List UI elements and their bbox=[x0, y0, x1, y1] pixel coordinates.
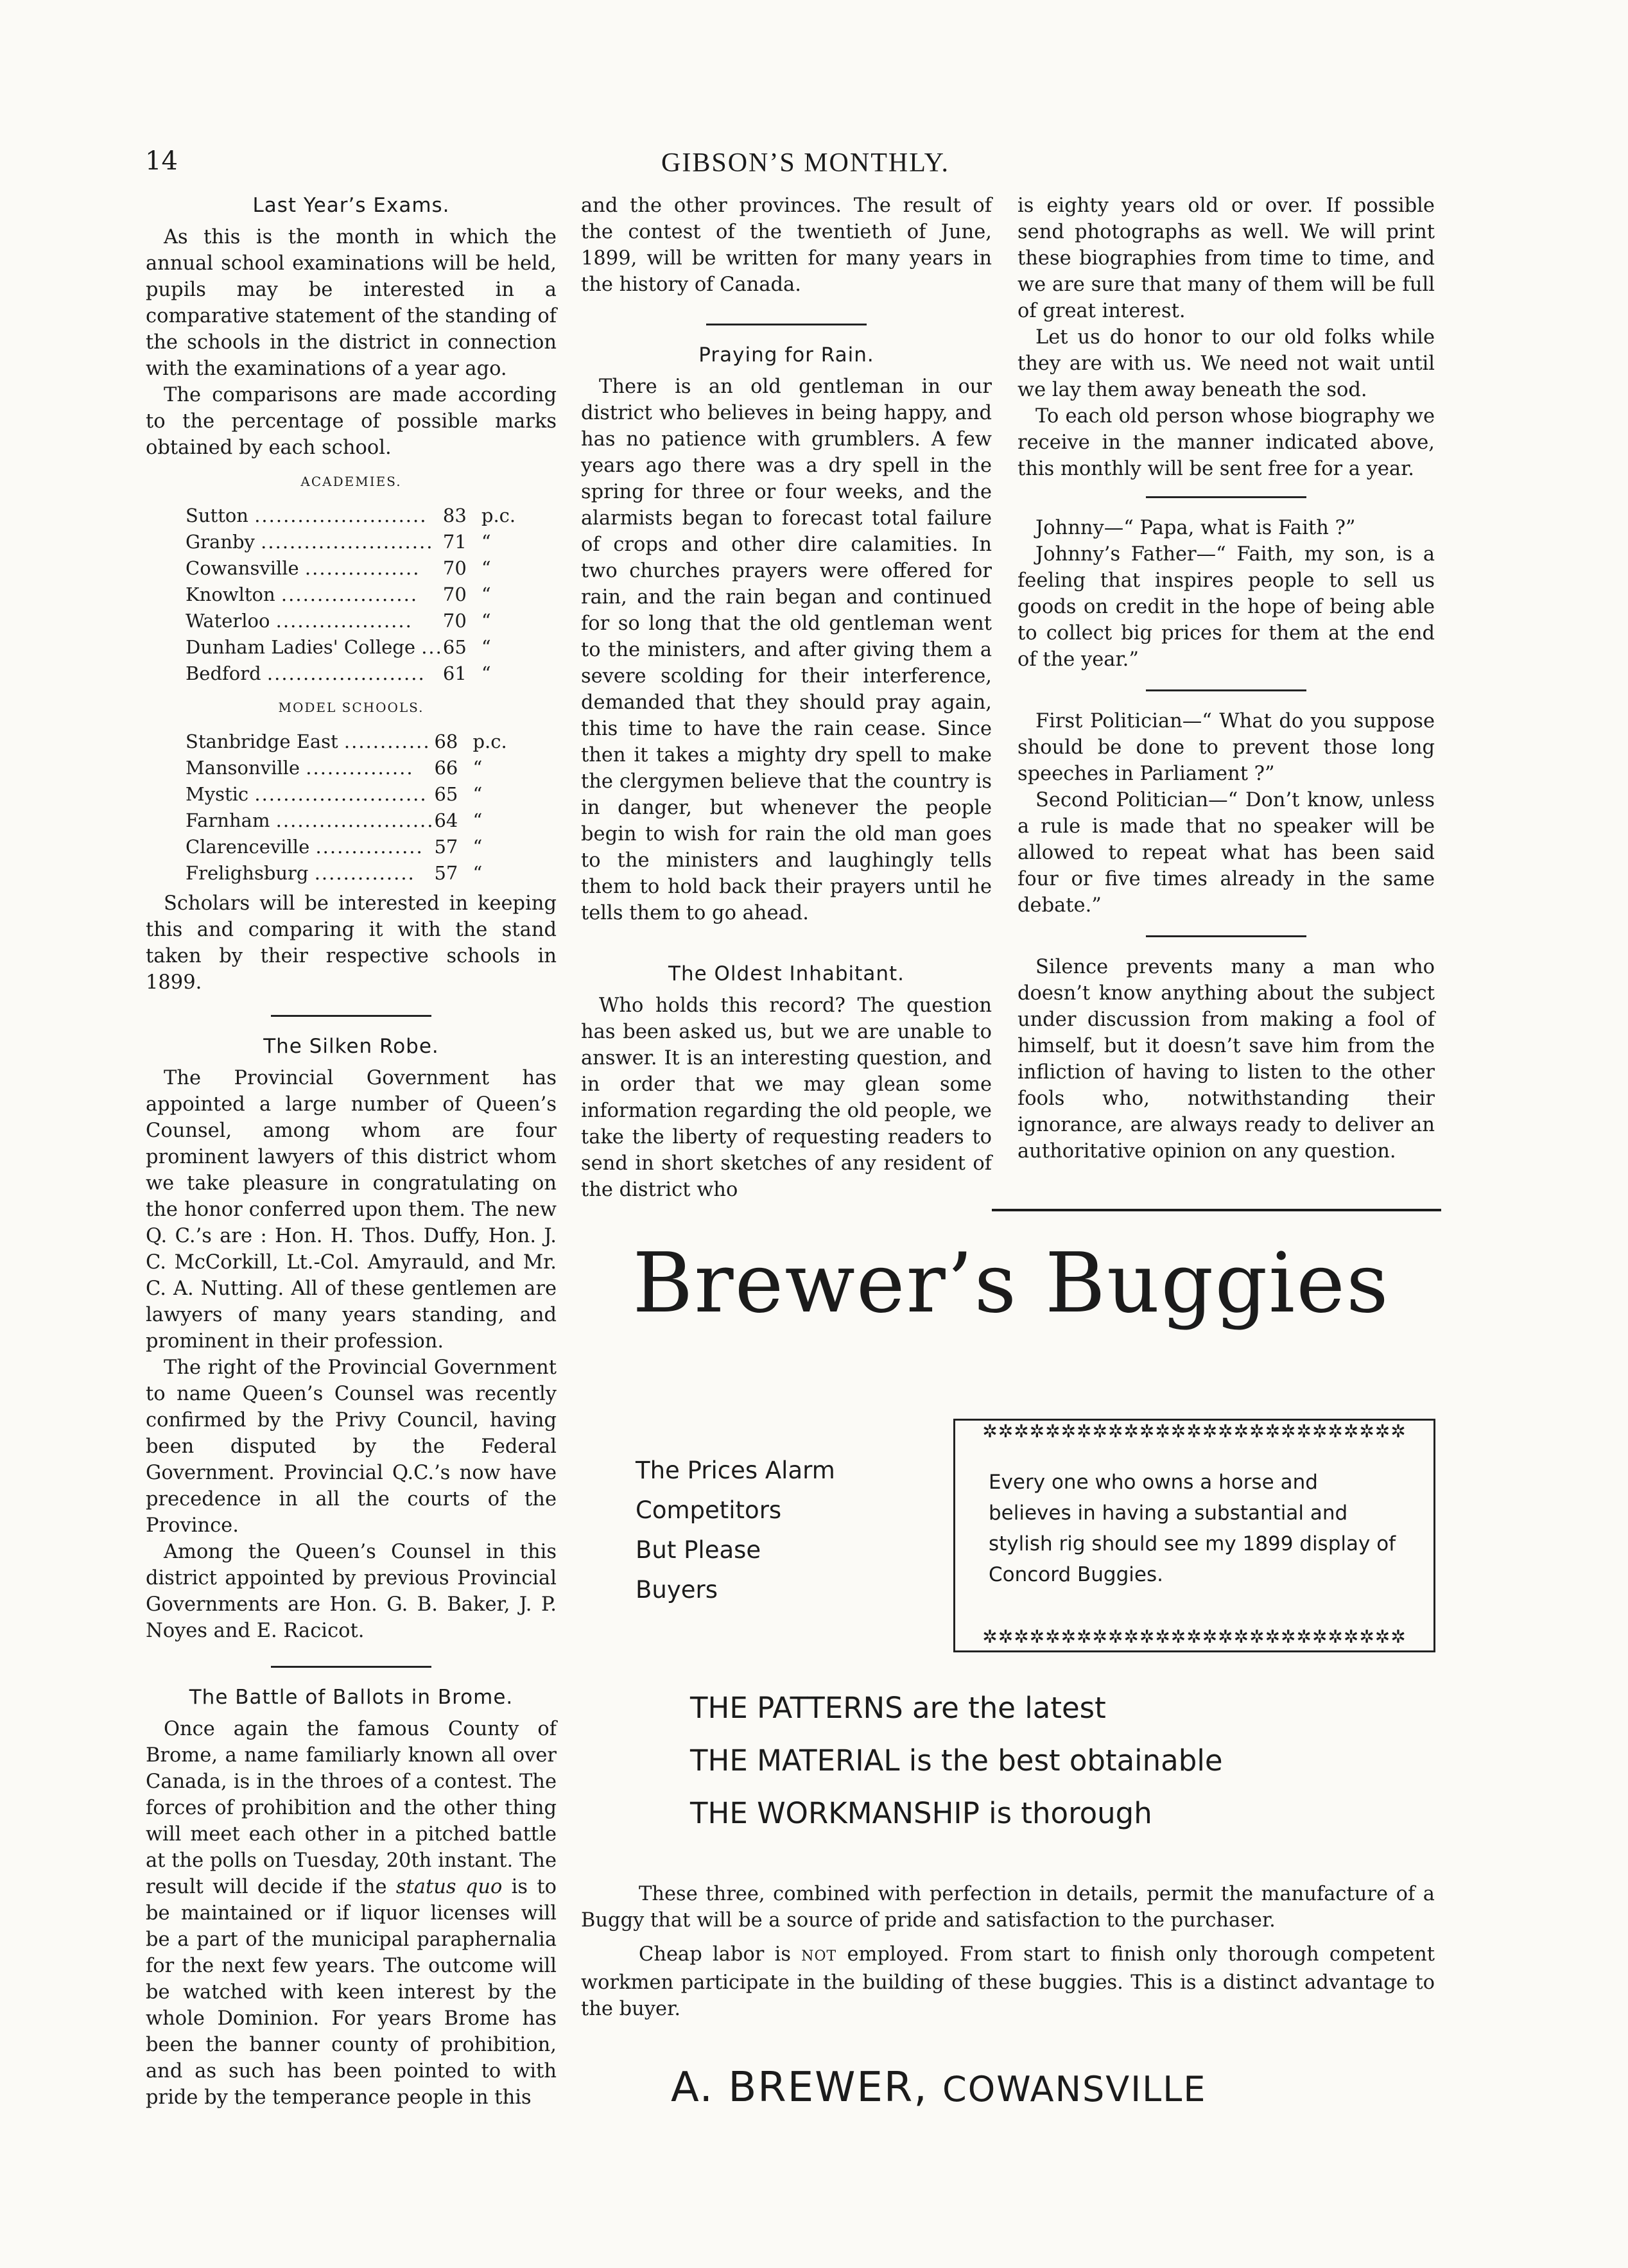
percentage-value: 66 bbox=[434, 757, 458, 779]
school-name bbox=[186, 503, 443, 529]
dot-leader: ...................... bbox=[275, 809, 435, 831]
school-name bbox=[186, 555, 443, 582]
advert-body-paragraph-2 bbox=[581, 1941, 1435, 2022]
school-name bbox=[186, 608, 443, 634]
col3-paragraph-2: Let us do honor to our old folks while they are with us. We need not wait until we lay them away beneath the sod. bbox=[1018, 326, 1435, 401]
percentage-unit: “ bbox=[481, 610, 491, 632]
percentage-value: 57 bbox=[434, 836, 458, 858]
silken-paragraph-3: Among the Queen’s Counsel in this district appointed by previous Provincial Governments are Hon. G. B. Baker, J. P. Noyes and E. Racicot. bbox=[146, 1541, 557, 1642]
exams-paragraph-1: As this is the month in which the annual school examinations will be held, pupils may be interested in a comparative statement of the standing of the schools in the district in connection with the examinations of a year ago. bbox=[146, 226, 557, 380]
percentage-value: 70 bbox=[442, 557, 467, 579]
feature-line: THE WORKMANSHIP is thorough bbox=[690, 1796, 1152, 1830]
feature-line: THE PATTERNS are the latest bbox=[690, 1691, 1106, 1725]
advert-body-emphasis: NOT bbox=[801, 1948, 837, 1964]
oldest-paragraph-1: Who holds this record? The question has been asked us, but we are unable to answer. It is an interesting question, and in order that we may glean some information regarding the old people, we take the liberty of requesting readers to send in short sketches of any resident of the district who bbox=[581, 994, 992, 1201]
dot-leader: ............... bbox=[306, 757, 414, 779]
school-name bbox=[186, 729, 434, 755]
percentage-value: 61 bbox=[442, 662, 467, 684]
academies-heading: ACADEMIES. bbox=[300, 474, 402, 489]
feature-line: THE MATERIAL is the best obtainable bbox=[690, 1744, 1223, 1778]
dot-leader: ...................... bbox=[266, 662, 426, 684]
slogan-line: The Prices Alarm bbox=[636, 1457, 835, 1484]
school-name-text: Dunham Ladies' College bbox=[186, 636, 415, 658]
advert-box bbox=[953, 1419, 1435, 1652]
page-number: 14 bbox=[145, 146, 178, 176]
battle-text-italic: status quo bbox=[395, 1876, 503, 1898]
silence-paragraph: Silence prevents many a man who doesn’t know anything about the subject under discussion from making a fool of himself, but it doesn’t save him from the infliction of having to listen to the other fools who, notwithstanding their ignorance, are always ready to deliver an authoritative opinion on any question. bbox=[1018, 956, 1435, 1163]
table-row bbox=[186, 608, 539, 634]
dot-leader: ............ bbox=[343, 731, 431, 752]
school-name-text: Stanbridge East bbox=[186, 731, 338, 752]
dot-leader: ................... bbox=[275, 610, 413, 632]
section-divider bbox=[271, 1666, 431, 1668]
percentage-unit: “ bbox=[472, 757, 483, 779]
section-divider bbox=[1146, 689, 1306, 691]
exams-paragraph-3: Scholars will be interested in keeping this and comparing it with the stand taken by their respective schools in 1899. bbox=[146, 892, 557, 994]
table-row bbox=[186, 555, 539, 582]
table-row bbox=[186, 755, 530, 781]
slogan-line: Buyers bbox=[636, 1576, 718, 1604]
school-name-text: Cowansville bbox=[186, 557, 299, 579]
joke1-answer: Johnny’s Father—“ Faith, my son, is a feeling that inspires people to sell us goods on credit in the hope of being able to collect big prices for them at the end of the year.” bbox=[1018, 543, 1435, 671]
column-1 bbox=[146, 193, 557, 2111]
ornament-border-top: ✲✲✲✲✲✲✲✲✲✲✲✲✲✲✲✲✲✲✲✲✲✲✲✲✲✲✲ bbox=[982, 1421, 1407, 1442]
school-name bbox=[186, 634, 443, 661]
school-name bbox=[186, 661, 443, 687]
school-name-text: Clarenceville bbox=[186, 836, 310, 858]
joke2-answer: Second Politician—“ Don’t know, unless a rule is made that no speaker will be allowed to repeat what has been said four or five times already in the same debate.” bbox=[1018, 789, 1435, 917]
dot-leader: ............... bbox=[315, 836, 424, 858]
slogan-line: Competitors bbox=[636, 1496, 782, 1524]
school-name-text: Sutton bbox=[186, 505, 248, 526]
running-head: GIBSON’S MONTHLY. bbox=[661, 148, 950, 178]
column-2 bbox=[581, 193, 992, 1203]
percentage-value: 71 bbox=[442, 531, 467, 553]
col3-paragraph-3: To each old person whose biography we receive in the manner indicated above, this monthly will be sent free for a year. bbox=[1018, 405, 1435, 480]
advertiser-place: COWANSVILLE bbox=[942, 2069, 1207, 2109]
battle-text-a: Once again the famous County of Brome, a name familiarly known all over Canada, is in the throes of a contest. The forces of prohibition and the other thing will meet each other in a pitched battle at the polls on Tuesday, 20th instant. The result will decide if the bbox=[146, 1718, 557, 1898]
percentage-unit: “ bbox=[481, 662, 491, 684]
percentage-unit: “ bbox=[481, 531, 491, 553]
slogan-line: But Please bbox=[636, 1536, 761, 1564]
percentage-value: 65 bbox=[442, 636, 467, 658]
table-row bbox=[186, 834, 530, 860]
school-name bbox=[186, 529, 443, 555]
school-name bbox=[186, 834, 434, 860]
percentage-unit: “ bbox=[481, 636, 491, 658]
table-row bbox=[186, 503, 539, 529]
school-name bbox=[186, 755, 434, 781]
school-name-text: Bedford bbox=[186, 662, 261, 684]
section-divider bbox=[271, 1015, 431, 1017]
percentage-value: 64 bbox=[434, 809, 458, 831]
percentage-unit: p.c. bbox=[481, 505, 516, 526]
dot-leader: ........................ bbox=[254, 783, 428, 805]
dot-leader: ... bbox=[421, 636, 443, 658]
percentage-value: 83 bbox=[442, 505, 467, 526]
school-name-text: Farnham bbox=[186, 809, 270, 831]
battle-paragraph-1 bbox=[146, 1716, 557, 2111]
model-schools-heading: MODEL SCHOOLS. bbox=[278, 700, 424, 715]
school-name-text: Waterloo bbox=[186, 610, 270, 632]
school-name-text: Knowlton bbox=[186, 584, 275, 605]
model-schools-table bbox=[186, 729, 530, 887]
advert-body-paragraph-1: These three, combined with perfection in details, permit the manufacture of a Buggy that will be a source of pride and satisfaction to the purchaser. bbox=[581, 1883, 1435, 1932]
table-row bbox=[186, 860, 530, 887]
section-divider bbox=[1146, 496, 1306, 498]
percentage-unit: “ bbox=[472, 836, 483, 858]
table-row bbox=[186, 634, 539, 661]
advert-features bbox=[690, 1682, 1223, 1840]
advert-title: Brewer’s Buggies bbox=[632, 1236, 1390, 1331]
percentage-unit: “ bbox=[481, 584, 491, 605]
percentage-unit: “ bbox=[481, 557, 491, 579]
school-name-text: Mystic bbox=[186, 783, 249, 805]
school-name-text: Granby bbox=[186, 531, 255, 553]
academies-table bbox=[186, 503, 539, 687]
advert-slogan bbox=[636, 1451, 835, 1610]
table-row bbox=[186, 582, 539, 608]
joke1-question: Johnny—“ Papa, what is Faith ?” bbox=[1035, 517, 1356, 539]
joke2-question: First Politician—“ What do you suppose should be done to prevent those long speeches in Parliament ?” bbox=[1018, 710, 1435, 785]
spacer bbox=[581, 926, 992, 961]
percentage-value: 70 bbox=[442, 584, 467, 605]
school-name-text: Frelighsburg bbox=[186, 862, 309, 884]
table-row bbox=[186, 529, 539, 555]
col2-continuation: and the other provinces. The result of the contest of the twentieth of June, 1899, will be written for many years in the history of Canada. bbox=[581, 195, 992, 296]
percentage-value: 65 bbox=[434, 783, 458, 805]
dot-leader: ................... bbox=[281, 584, 419, 605]
table-row bbox=[186, 781, 530, 808]
school-name bbox=[186, 781, 434, 808]
advert-body-text-b: employed. From start to finish only thorough competent workmen participate in the building of these buggies. This is a distinct advantage to the buyer. bbox=[581, 1943, 1435, 2020]
battle-text-b: is to be maintained or if liquor licenses will be a part of the municipal paraphernalia for the next few years. The outcome will be watched with keen interest by the whole Dominion. For years Brome has been the banner county of prohibition, and as such has been pointed to with pride by the temperance people in this bbox=[146, 1876, 557, 2109]
school-name bbox=[186, 582, 443, 608]
percentage-value: 68 bbox=[434, 731, 458, 752]
advert-box-text: Every one who owns a horse and believes in having a substantial and stylish rig should see my 1899 display of Concord Buggies. bbox=[989, 1471, 1396, 1586]
school-name bbox=[186, 860, 434, 887]
silken-paragraph-1: The Provincial Government has appointed a large number of Queen’s Counsel, among whom are four prominent lawyers of this district whom we take pleasure in congratulating on the honor conferred upon them. The new Q. C.’s are : Hon. H. Thos. Duffy, Hon. J. C. McCorkill, Lt.-Col. Amyrauld, and Mr. C. A. Nutting. All of these gentlemen are lawyers of many years standing, and prominent in their profession. bbox=[146, 1067, 557, 1353]
advert-signature bbox=[671, 2064, 1206, 2111]
ornament-border-bottom: ✲✲✲✲✲✲✲✲✲✲✲✲✲✲✲✲✲✲✲✲✲✲✲✲✲✲✲ bbox=[982, 1626, 1407, 1647]
section-divider bbox=[706, 324, 867, 325]
percentage-unit: “ bbox=[472, 862, 483, 884]
table-row bbox=[186, 661, 539, 687]
percentage-unit: “ bbox=[472, 809, 483, 831]
battle-heading: The Battle of Ballots in Brome. bbox=[189, 1686, 514, 1709]
rain-heading: Praying for Rain. bbox=[698, 343, 874, 367]
dot-leader: ................ bbox=[304, 557, 420, 579]
school-name bbox=[186, 808, 434, 834]
advertiser-name: A. BREWER, bbox=[671, 2064, 928, 2111]
exams-paragraph-2: The comparisons are made according to the percentage of possible marks obtained by each school. bbox=[146, 384, 557, 459]
percentage-unit: “ bbox=[472, 783, 483, 805]
exams-heading: Last Year’s Exams. bbox=[252, 194, 450, 217]
dot-leader: .............. bbox=[314, 862, 415, 884]
column-3 bbox=[1018, 193, 1435, 1164]
percentage-value: 70 bbox=[442, 610, 467, 632]
percentage-value: 57 bbox=[434, 862, 458, 884]
percentage-unit: p.c. bbox=[472, 731, 507, 752]
section-divider bbox=[1146, 935, 1306, 937]
advert-body-text-a: Cheap labor is bbox=[639, 1943, 802, 1966]
dot-leader: ........................ bbox=[261, 531, 434, 553]
silken-paragraph-2: The right of the Provincial Government to name Queen’s Counsel was recently confirmed by the Privy Council, having been disputed by the Federal Government. Provincial Q.C.’s now have precedence in all the courts of the Province. bbox=[146, 1356, 557, 1537]
school-name-text: Mansonville bbox=[186, 757, 300, 779]
col3-paragraph-1: is eighty years old or over. If possible send photographs as well. We will print these biographies from time to time, and we are sure that many of them will be full of great interest. bbox=[1018, 195, 1435, 322]
advert-top-rule bbox=[992, 1209, 1441, 1211]
table-row bbox=[186, 729, 530, 755]
advert-body bbox=[581, 1881, 1435, 2030]
dot-leader: ........................ bbox=[254, 505, 428, 526]
table-row bbox=[186, 808, 530, 834]
oldest-heading: The Oldest Inhabitant. bbox=[668, 962, 905, 985]
rain-paragraph-1: There is an old gentleman in our district who believes in being happy, and has no patience with grumblers. A few years ago there was a dry spell in the spring for three or four weeks, and the alarmists began to forecast total failure of crops and other dire calamities. In two churches prayers were offered for rain, and the rain began and continued for so long that the old gentleman went to the ministers, and after giving them a severe scolding for their interference, demanded that they should pray again, this time to have the rain cease. Since then it takes a mighty dry spell to make the clergymen believe that the country is in danger, but whenever the people begin to wish for rain the old man goes to the ministers and laughingly tells them to hold back their prayers until he tells them to go ahead. bbox=[581, 376, 992, 924]
silken-robe-heading: The Silken Robe. bbox=[263, 1035, 439, 1058]
